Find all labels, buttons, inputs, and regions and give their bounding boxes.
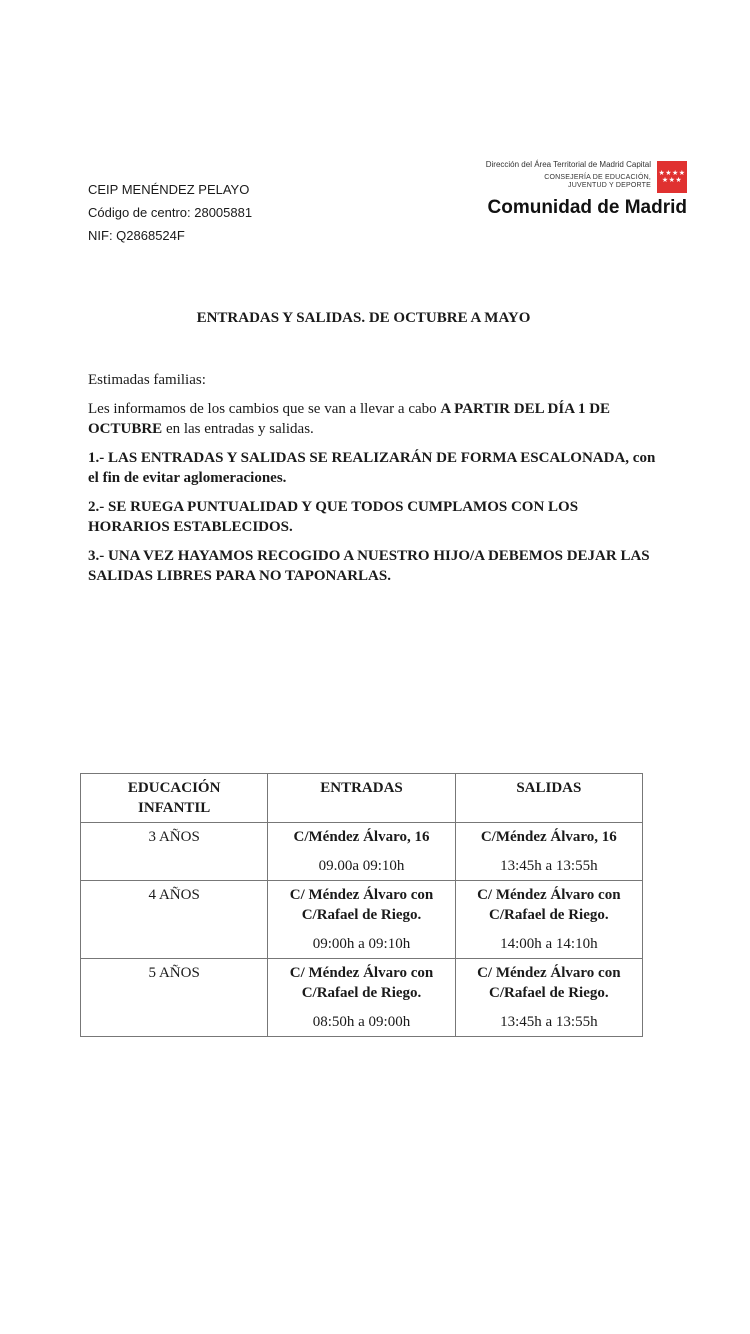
point-3: 3.- UNA VEZ HAYAMOS RECOGIDO A NUESTRO HIJO/A DEBEMOS DEJAR LAS SALIDAS LIBRES PARA NO TAPONARLAS.	[88, 548, 650, 584]
age-cell	[81, 881, 268, 959]
school-name: CEIP MENÉNDEZ PELAYO	[88, 182, 250, 197]
exit-cell	[455, 881, 642, 959]
entry-cell	[268, 881, 455, 959]
table-row	[81, 823, 643, 881]
document-title: ENTRADAS Y SALIDAS. DE OCTUBRE A MAYO	[196, 310, 531, 326]
age-cell	[81, 959, 268, 1037]
exit-time: 13:45h a 13:55h	[500, 1014, 598, 1030]
logo-direction-line: Dirección del Área Territorial de Madrid Capital	[485, 160, 651, 169]
logo-text	[486, 160, 651, 190]
table-header-row	[81, 774, 643, 823]
exit-cell	[455, 959, 642, 1037]
header-exits: SALIDAS	[455, 774, 642, 823]
entry-time: 09.00a 09:10h	[318, 858, 405, 874]
madrid-flag-icon: ★★★★ ★★★	[657, 161, 687, 193]
exit-time: 13:45h a 13:55h	[500, 858, 598, 874]
exit-address: C/ Méndez Álvaro con C/Rafael de Riego.	[477, 887, 621, 923]
age-label: 3 AÑOS	[148, 829, 200, 845]
school-code: Código de centro: 28005881	[88, 205, 253, 220]
greeting: Estimadas familias:	[88, 372, 206, 388]
point-2: 2.- SE RUEGA PUNTUALIDAD Y QUE TODOS CUMPLAMOS CON LOS HORARIOS ESTABLECIDOS.	[88, 499, 579, 535]
comunidad-madrid-logo	[447, 160, 687, 220]
entry-address: C/ Méndez Álvaro con C/Rafael de Riego.	[289, 965, 434, 1001]
exit-time: 14:00h a 14:10h	[500, 936, 598, 952]
school-nif: NIF: Q2868524F	[88, 228, 185, 243]
exit-address: C/ Méndez Álvaro con C/Rafael de Riego.	[477, 965, 621, 1001]
intro-after: en las entradas y salidas.	[162, 421, 314, 437]
table-row	[81, 881, 643, 959]
age-label: 5 AÑOS	[148, 965, 200, 981]
logo-consejeria-line: CONSEJERÍA DE EDUCACIÓN,	[544, 174, 651, 181]
logo-juventud-line: JUVENTUD Y DEPORTE	[568, 182, 651, 189]
exit-cell	[455, 823, 642, 881]
point-1: 1.- LAS ENTRADAS Y SALIDAS SE REALIZARÁN DE FORMA ESCALONADA, con el fin de evitar aglomeraciones.	[88, 450, 656, 486]
header-entries: ENTRADAS	[268, 774, 455, 823]
logo-title: Comunidad de Madrid	[487, 197, 687, 218]
entry-time: 09:00h a 09:10h	[312, 936, 411, 952]
schedule-table	[80, 773, 643, 1037]
intro-paragraph	[88, 399, 658, 439]
intro-bold: A PARTIR DEL DÍA 1 DE OCTUBRE	[88, 401, 611, 437]
age-label: 4 AÑOS	[148, 887, 200, 903]
entry-cell	[268, 823, 455, 881]
age-cell	[81, 823, 268, 881]
entry-address: C/Méndez Álvaro, 16	[293, 829, 430, 845]
header-education: EDUCACIÓN INFANTIL	[81, 774, 268, 823]
table-row	[81, 959, 643, 1037]
exit-address: C/Méndez Álvaro, 16	[480, 829, 617, 845]
entry-address: C/ Méndez Álvaro con C/Rafael de Riego.	[289, 887, 434, 923]
entry-time: 08:50h a 09:00h	[312, 1014, 411, 1030]
entry-cell	[268, 959, 455, 1037]
school-info	[88, 180, 252, 249]
intro-before: Les informamos de los cambios que se van a llevar a cabo	[88, 401, 441, 417]
